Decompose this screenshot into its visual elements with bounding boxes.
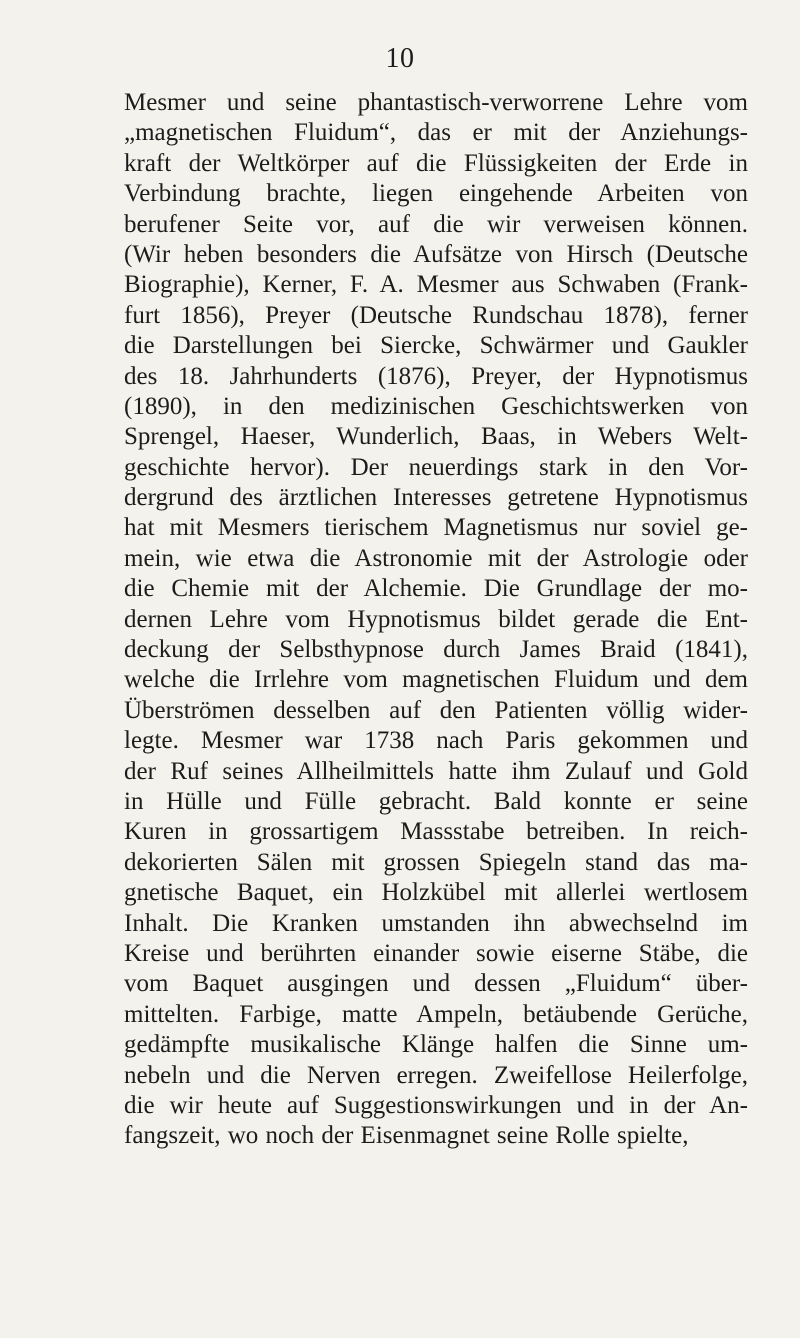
body-text <box>124 88 748 1152</box>
text-line: Verbindung brachte, liegen eingehende Arbeiten von <box>124 180 748 208</box>
text-line: der Ruf seines Allheilmittels hatte ihm Zulauf und Gold <box>124 757 748 785</box>
text-line: dernen Lehre vom Hypnotismus bildet gerade die Ent- <box>124 605 748 633</box>
text-line: Biographie), Kerner, F. A. Mesmer aus Schwaben (Frank- <box>124 271 748 299</box>
text-line: die Chemie mit der Alchemie. Die Grundlage der mo- <box>124 575 748 603</box>
text-line: berufener Seite vor, auf die wir verweisen können. <box>124 210 748 238</box>
text-line: welche die Irrlehre vom magnetischen Fluidum und dem <box>124 666 748 694</box>
text-line: gedämpfte musikalische Klänge halfen die Sinne um- <box>124 1031 748 1059</box>
text-line: hat mit Mesmers tierischem Magnetismus nur soviel ge- <box>124 514 748 542</box>
text-line: Überströmen desselben auf den Patienten völlig wider- <box>124 696 748 724</box>
text-line: „magnetischen Fluidum“, das er mit der Anziehungs- <box>124 119 748 147</box>
text-line: furt 1856), Preyer (Deutsche Rundschau 1878), ferner <box>124 301 748 329</box>
text-line: vom Baquet ausgingen und dessen „Fluidum“ über- <box>124 970 748 998</box>
page-number: 10 <box>385 43 415 74</box>
text-line: legte. Mesmer war 1738 nach Paris gekommen und <box>124 727 748 755</box>
text-line: (1890), in den medizinischen Geschichtswerken von <box>124 392 748 420</box>
text-line: dergrund des ärztlichen Interesses getretene Hypnotismus <box>124 484 748 512</box>
text-line: Sprengel, Haeser, Wunderlich, Baas, in Webers Welt- <box>124 423 748 451</box>
text-line: Kuren in grossartigem Massstabe betreiben. In reich- <box>124 818 748 846</box>
text-line: fangszeit, wo noch der Eisenmagnet seine Rolle spielte, <box>124 1122 689 1150</box>
text-line: die wir heute auf Suggestionswirkungen und in der An- <box>124 1091 748 1119</box>
text-line: in Hülle und Fülle gebracht. Bald konnte er seine <box>124 787 748 815</box>
text-line: geschichte hervor). Der neuerdings stark in den Vor- <box>124 453 748 481</box>
text-line: Kreise und berührten einander sowie eiserne Stäbe, die <box>124 939 748 967</box>
text-line: mein, wie etwa die Astronomie mit der Astrologie oder <box>124 544 748 572</box>
text-line: die Darstellungen bei Siercke, Schwärmer und Gaukler <box>124 332 748 360</box>
text-line: gnetische Baquet, ein Holzkübel mit allerlei wertlosem <box>124 879 748 907</box>
text-line: Mesmer und seine phantastisch-verworrene Lehre vom <box>124 89 748 116</box>
text-line: nebeln und die Nerven erregen. Zweifellose Heilerfolge, <box>124 1061 748 1089</box>
text-line: Inhalt. Die Kranken umstanden ihn abwechselnd im <box>124 909 748 937</box>
text-line: dekorierten Sälen mit grossen Spiegeln stand das ma- <box>124 848 748 876</box>
text-line: (Wir heben besonders die Aufsätze von Hirsch (Deutsche <box>124 240 748 268</box>
text-line: des 18. Jahrhunderts (1876), Preyer, der Hypnotismus <box>124 362 748 390</box>
text-line: mittelten. Farbige, matte Ampeln, betäubende Gerüche, <box>124 1000 748 1028</box>
text-line: deckung der Selbsthypnose durch James Braid (1841), <box>124 636 748 664</box>
text-line: kraft der Weltkörper auf die Flüssigkeiten der Erde in <box>124 149 748 177</box>
